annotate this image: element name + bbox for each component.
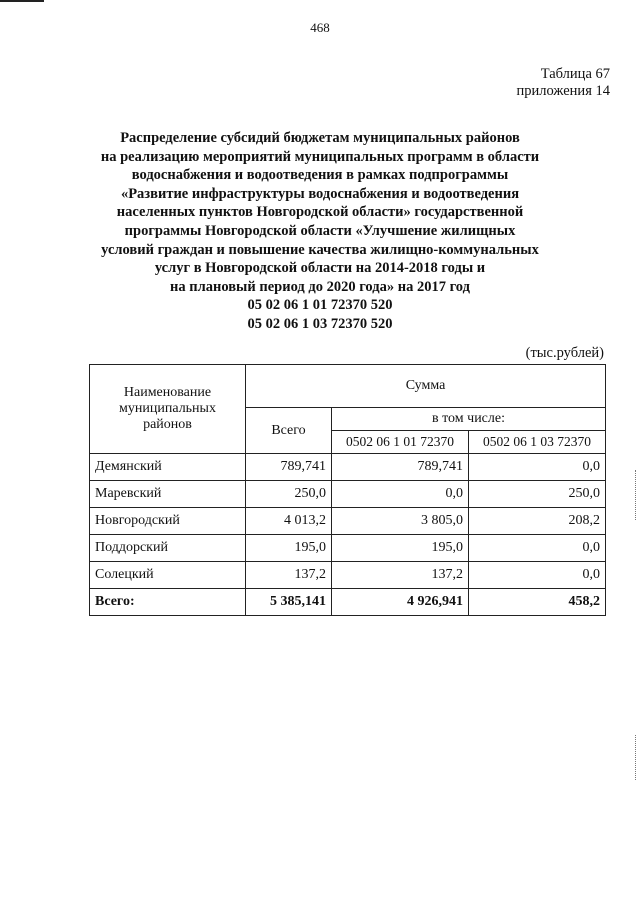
heading-line: условий граждан и повышение качества жилищно-коммунальных	[101, 241, 539, 258]
column-header-name: Наименование муниципальных районов	[90, 365, 246, 454]
subsidies-table	[89, 364, 606, 616]
total-cell: 250,0	[246, 481, 332, 508]
grand-total-cell: 5 385,141	[246, 589, 332, 616]
district-name: Маревский	[90, 481, 246, 508]
table-reference	[517, 66, 610, 100]
code2-cell: 0,0	[469, 535, 606, 562]
margin-dots	[635, 735, 638, 780]
total-label: Всего:	[90, 589, 246, 616]
column-header-sum: Сумма	[246, 365, 606, 408]
code1-cell: 3 805,0	[332, 508, 469, 535]
total-cell: 4 013,2	[246, 508, 332, 535]
code1-total-cell: 4 926,941	[332, 589, 469, 616]
column-header-including: в том числе:	[332, 408, 606, 431]
code2-cell: 250,0	[469, 481, 606, 508]
table-row	[90, 562, 606, 589]
table-row	[90, 508, 606, 535]
budget-code-line: 05 02 06 1 01 72370 520	[247, 297, 393, 314]
heading-line: на плановый период до 2020 года» на 2017 год	[170, 278, 470, 295]
code1-cell: 0,0	[332, 481, 469, 508]
budget-code-line: 05 02 06 1 03 72370 520	[247, 315, 393, 332]
column-header-code-2: 0502 06 1 03 72370	[469, 431, 606, 454]
total-cell: 789,741	[246, 454, 332, 481]
margin-dots	[635, 470, 638, 520]
document-heading	[0, 129, 640, 334]
top-rule	[0, 0, 44, 2]
appendix-number: приложения 14	[516, 83, 610, 99]
code2-cell: 208,2	[469, 508, 606, 535]
code2-cell: 0,0	[469, 454, 606, 481]
code1-cell: 789,741	[332, 454, 469, 481]
total-cell: 195,0	[246, 535, 332, 562]
heading-line: услуг в Новгородской области на 2014-2018 годы и	[154, 260, 486, 277]
page-number: 468	[310, 20, 330, 35]
heading-line: водоснабжения и водоотведения в рамках подпрограммы	[131, 167, 509, 184]
heading-line: «Развитие инфраструктуры водоснабжения и водоотведения	[120, 185, 520, 202]
district-name: Демянский	[90, 454, 246, 481]
district-name: Солецкий	[90, 562, 246, 589]
heading-line: программы Новгородской области «Улучшение жилищных	[124, 222, 516, 239]
table-row	[90, 454, 606, 481]
units-label: (тыс.рублей)	[525, 345, 604, 361]
column-header-total: Всего	[246, 408, 332, 454]
column-header-code-1: 0502 06 1 01 72370	[332, 431, 469, 454]
code1-cell: 137,2	[332, 562, 469, 589]
code2-cell: 0,0	[469, 562, 606, 589]
heading-line: населенных пунктов Новгородской области» государственной	[116, 204, 524, 221]
district-name: Поддорский	[90, 535, 246, 562]
heading-line: на реализацию мероприятий муниципальных программ в области	[100, 148, 540, 165]
heading-line: Распределение субсидий бюджетам муниципальных районов	[120, 130, 520, 146]
code1-cell: 195,0	[332, 535, 469, 562]
total-cell: 137,2	[246, 562, 332, 589]
table-number: Таблица 67	[540, 66, 610, 82]
code2-total-cell: 458,2	[469, 589, 606, 616]
table-row	[90, 481, 606, 508]
total-row	[90, 589, 606, 616]
district-name: Новгородский	[90, 508, 246, 535]
table-row	[90, 535, 606, 562]
